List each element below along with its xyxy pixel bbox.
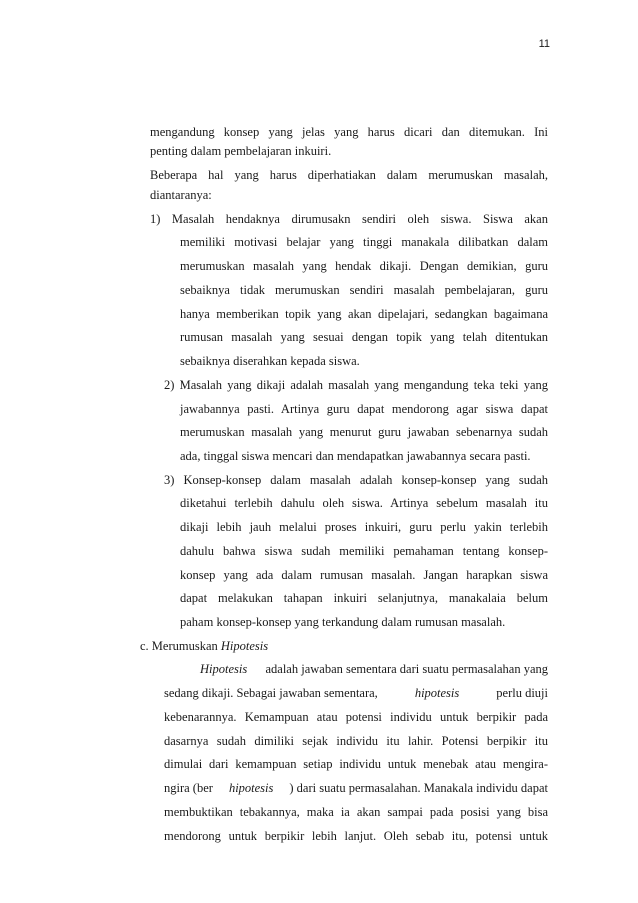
page-number: 11: [538, 38, 550, 50]
body-line: mendorong untuk berpikir lebih lanjut. Oleh sebab itu, potensi untuk: [164, 829, 548, 843]
line-text: sedang dikaji. Sebagai jawaban sementara,: [164, 686, 381, 700]
list-item-1-line: sebaiknya tidak merumuskan sendiri masalah pembelajaran, guru: [180, 283, 548, 297]
body-line: dasarnya sudah dimiliki sejak individu itu lahir. Potensi berpikir itu: [164, 734, 548, 748]
term-italic: hipotesis: [228, 781, 274, 795]
list-item-1-line: 1) Masalah hendaknya dirumusakn sendiri oleh siswa. Siswa akan: [150, 212, 548, 226]
term-italic: hipotesis: [414, 686, 460, 700]
line-text: ngira (ber: [164, 781, 213, 795]
body-line: mengandung konsep yang jelas yang harus dicari dan ditemukan. Ini: [150, 125, 548, 139]
list-item-2-line: 2) Masalah yang dikaji adalah masalah yang mengandung teka teki yang: [164, 378, 548, 392]
list-item-2-line: jawabannya pasti. Artinya guru dapat mendorong agar siswa dapat: [180, 402, 548, 416]
heading-text-italic: Hipotesis: [220, 639, 269, 653]
body-line: [164, 780, 548, 796]
body-line: dimulai dari kemampuan setiap individu untuk menebak atau mengira-: [164, 757, 548, 771]
line-text: adalah jawaban sementara dari suatu permasalahan yang: [262, 662, 548, 676]
body-line: kebenarannya. Kemampuan atau potensi individu untuk berpikir pada: [164, 710, 548, 724]
term-italic: Hipotesis: [200, 662, 248, 676]
line-text: ) dari suatu permasalahan. Manakala individu dapat: [289, 781, 548, 795]
list-item-3-line: dapat melakukan tahapan inkuiri selanjutnya, manakalaia belum: [180, 591, 548, 605]
line-text: perlu diuji: [493, 686, 548, 700]
body-line: diantaranya:: [150, 188, 212, 202]
body-line: [200, 661, 548, 677]
list-item-1-line: merumuskan masalah yang hendak dikaji. Dengan demikian, guru: [180, 259, 548, 273]
list-item-3-line: paham konsep-konsep yang terkandung dalam rumusan masalah.: [180, 615, 506, 629]
body-line: [164, 685, 548, 701]
list-item-3-line: dahulu bahwa siswa sudah memiliki pemahaman tentang konsep-: [180, 544, 548, 558]
list-item-3-line: konsep yang ada dalam rumusan masalah. Jangan harapkan siswa: [180, 568, 548, 582]
list-item-2-line: ada, tinggal siswa mencari dan mendapatkan jawabannya secara pasti.: [180, 449, 531, 463]
list-item-1-line: hanya memberikan topik yang akan dipelajari, sedangkan bagaimana: [180, 307, 548, 321]
list-item-3-line: diketahui terlebih dahulu oleh siswa. Artinya sebelum masalah itu: [180, 496, 548, 510]
body-line: penting dalam pembelajaran inkuiri.: [150, 144, 332, 158]
list-item-1-line: memiliki motivasi belajar yang tinggi manakala dilibatkan dalam: [180, 235, 548, 249]
list-item-3-line: 3) Konsep-konsep dalam masalah adalah konsep-konsep yang sudah: [164, 473, 548, 487]
list-item-1-line: sebaiknya diserahkan kepada siswa.: [180, 354, 360, 368]
list-item-1-line: rumusan masalah yang sesuai dengan topik yang telah ditentukan: [180, 330, 548, 344]
list-item-2-line: merumuskan masalah yang menurut guru jawaban sebenarnya sudah: [180, 425, 548, 439]
heading-text: c. Merumuskan: [140, 639, 221, 653]
section-heading: [140, 638, 268, 654]
body-line: membuktikan tebakannya, maka ia akan sampai pada posisi yang bisa: [164, 805, 548, 819]
list-item-3-line: dikaji lebih jauh melalui proses inkuiri, guru perlu yakin terlebih: [180, 520, 548, 534]
body-line: Beberapa hal yang harus diperhatiakan dalam merumuskan masalah,: [150, 168, 548, 182]
